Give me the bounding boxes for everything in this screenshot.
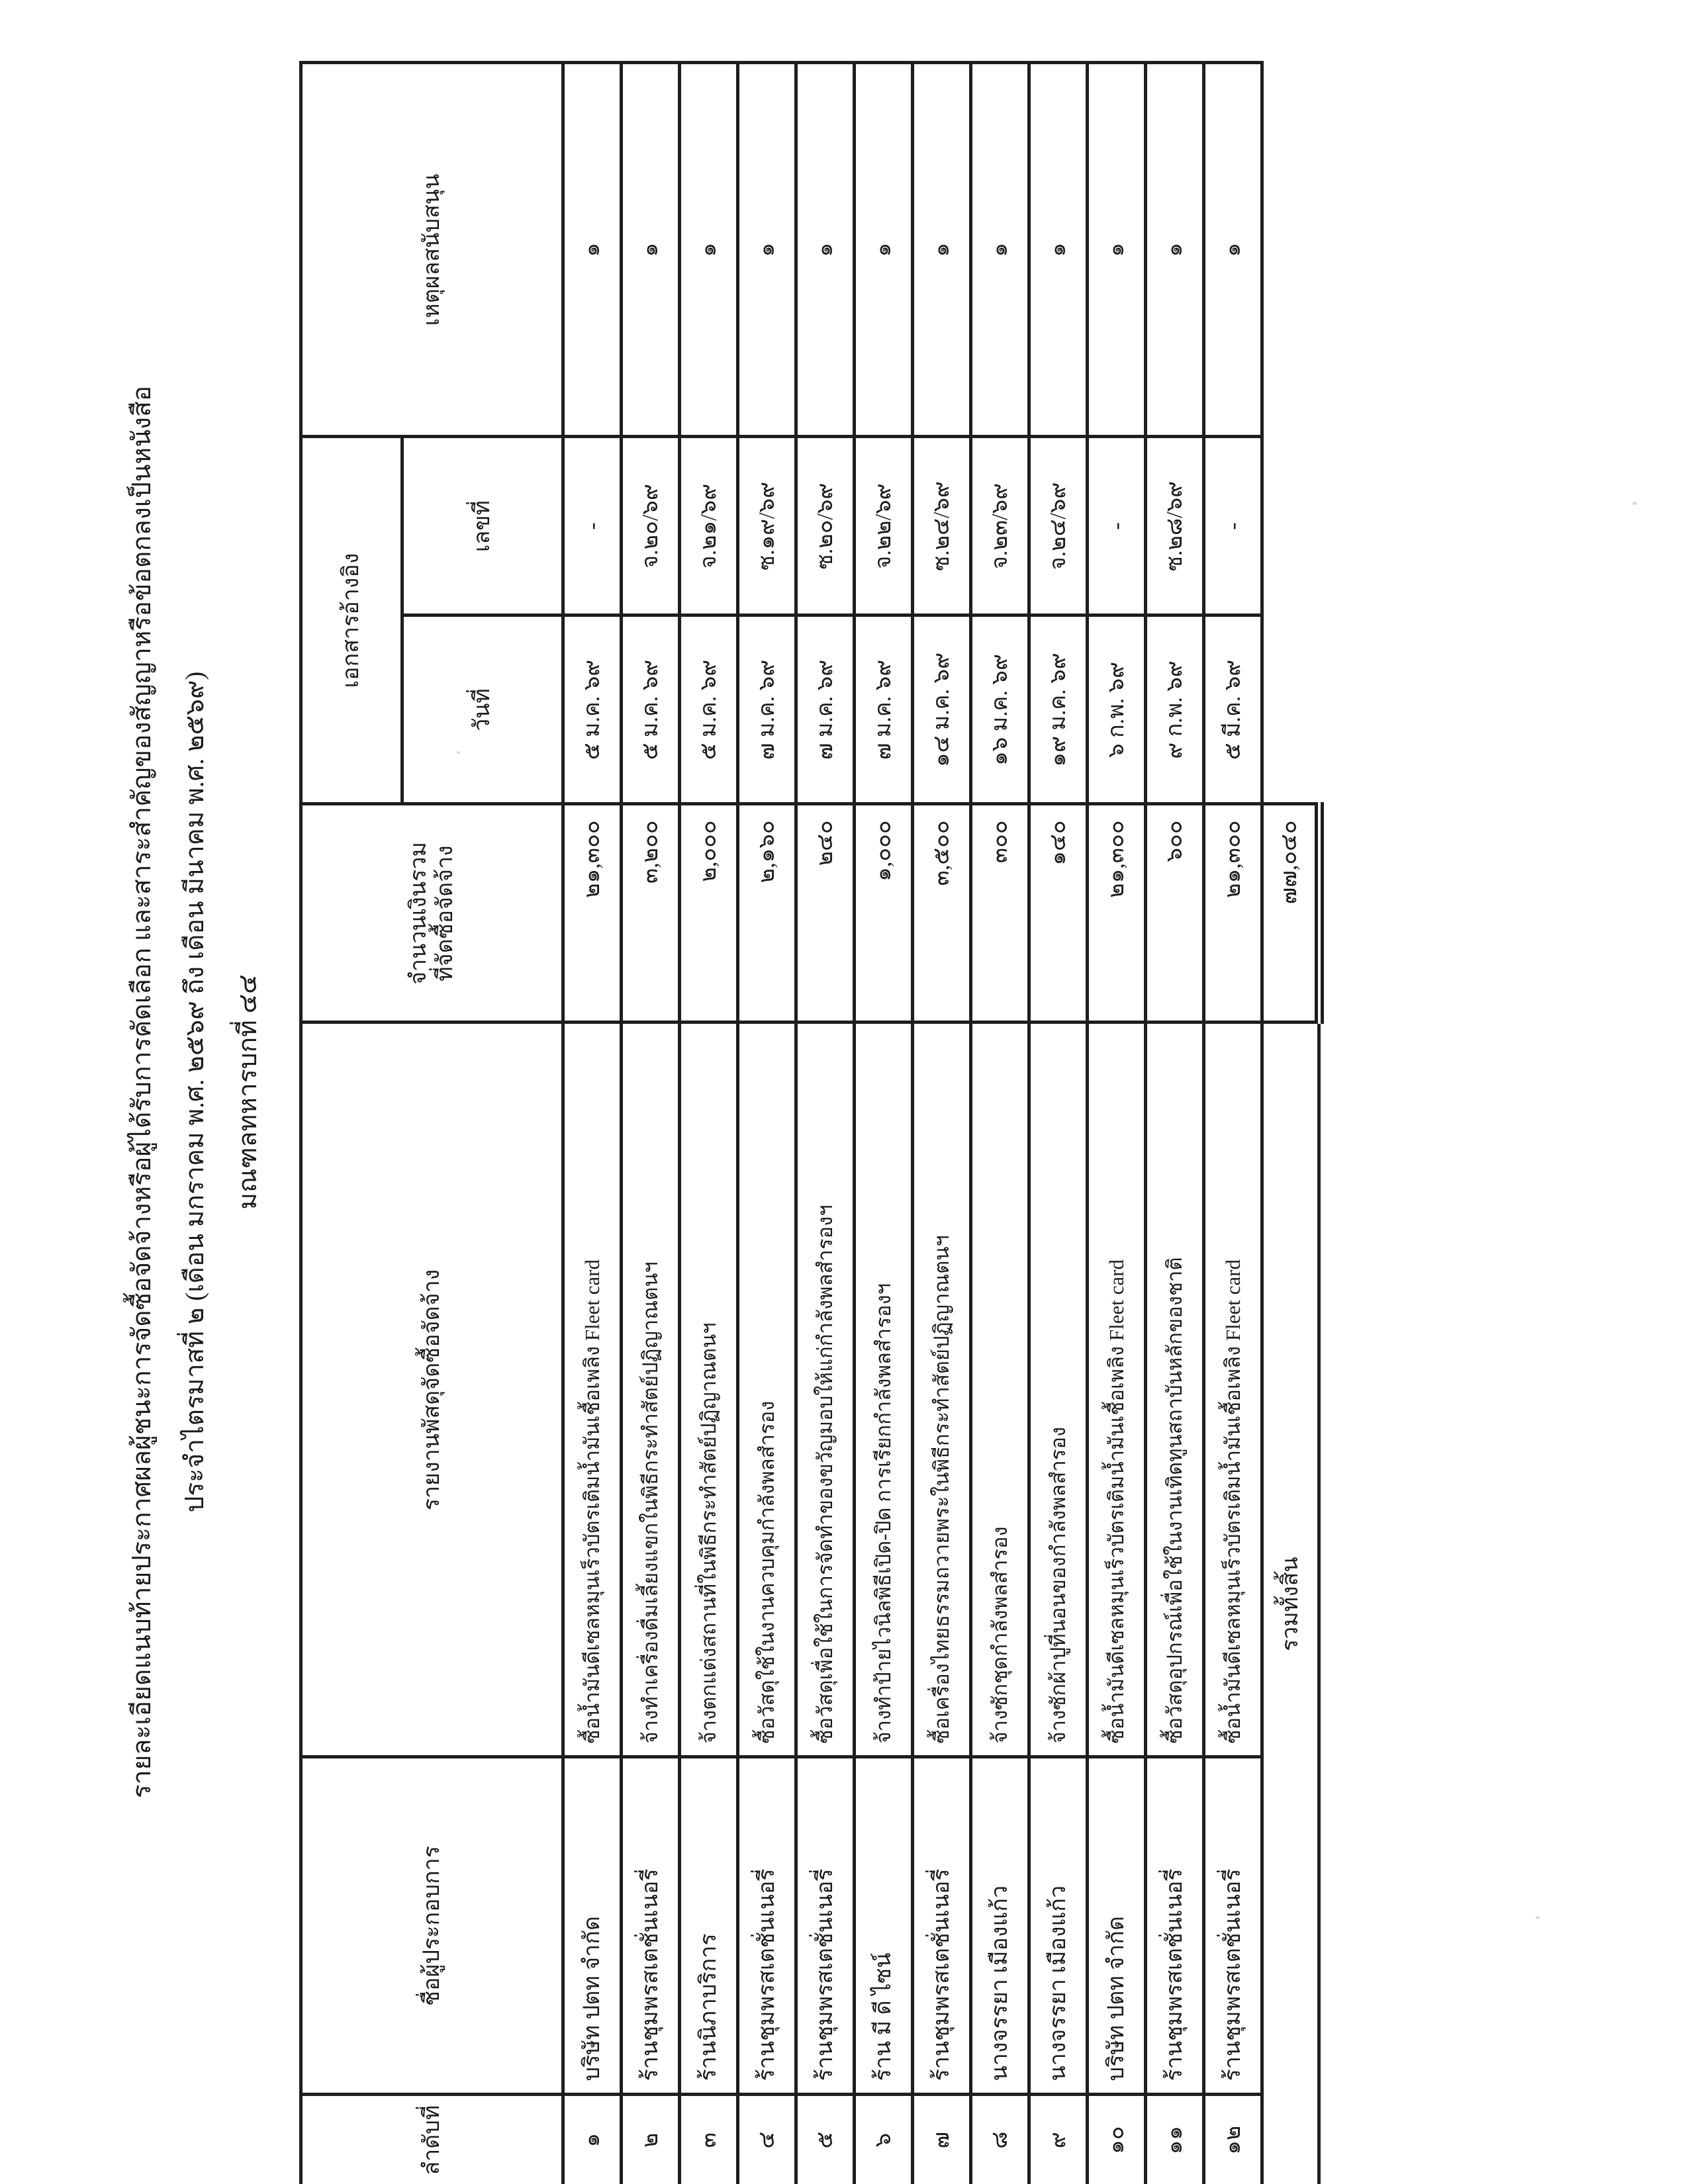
table-row <box>971 63 1029 2184</box>
cell-amount: ๑,๐๐๐ <box>855 804 913 1023</box>
cell-docno: - <box>1088 437 1146 615</box>
header-no: ลำดับที่ <box>301 2095 563 2184</box>
cell-item: จ้างซักชุดกำลังพลสำรอง <box>971 1023 1029 1757</box>
cell-amount: ๓๐๐ <box>971 804 1029 1023</box>
cell-no: ๓ <box>680 2095 738 2184</box>
procurement-table <box>299 62 1324 2184</box>
cell-amount: ๒,๐๐๐ <box>680 804 738 1023</box>
header-item: รายงานพัสดุจัดซื้อจัดจ้าง <box>301 1023 563 1757</box>
cell-item: ซื้อวัสดุเพื่อใช้ในการจัดทำของขวัญมอบให้แก่กำลังพลสำรองฯ <box>796 1023 855 1757</box>
cell-reason: ๑ <box>738 63 796 437</box>
table-row <box>855 63 913 2184</box>
cell-amount: ๒,๑๖๐ <box>738 804 796 1023</box>
cell-no: ๒ <box>622 2095 680 2184</box>
cell-amount: ๑๔๐ <box>1029 804 1088 1023</box>
empty-area <box>1262 437 1319 615</box>
cell-reason: ๑ <box>1204 63 1262 437</box>
total-row <box>1262 63 1319 2184</box>
procurement-table-wrap <box>299 62 1324 2184</box>
total-amount: ๗๗,๐๔๐ <box>1262 804 1319 1023</box>
cell-item: ซื้อน้ำมันดีเซลหมุนเร็วบัตรเติมน้ำมันเชื้อเพลิง Fleet card <box>1204 1023 1262 1757</box>
cell-reason: ๑ <box>680 63 738 437</box>
table-row <box>913 63 971 2184</box>
header-ref-date: วันที่ <box>402 615 563 804</box>
cell-docno: จ.๒๐/๖๙ <box>622 437 680 615</box>
cell-reason: ๑ <box>971 63 1029 437</box>
cell-amount: ๒๑,๓๐๐ <box>1204 804 1262 1023</box>
header-reference: เอกสารอ้างอิง <box>301 437 402 804</box>
table-row <box>622 63 680 2184</box>
cell-no: ๙ <box>1029 2095 1088 2184</box>
cell-docno: ซ.๒๐/๖๙ <box>796 437 855 615</box>
cell-item: จ้างตกแต่งสถานที่ในพิธีกระทำสัตย์ปฏิญาณตนฯ <box>680 1023 738 1757</box>
document-title-line2: ประจำไตรมาสที่ ๒ (เดือน มกราคม พ.ศ. ๒๕๖๙ ถึง เดือน มีนาคม พ.ศ. ๒๕๖๙) <box>181 671 209 1513</box>
cell-date: ๑๔ ม.ค. ๖๙ <box>913 615 971 804</box>
header-vendor: ชื่อผู้ประกอบการ <box>301 1757 563 2095</box>
cell-item: ซื้อวัสดุอุปกรณ์เพื่อใช้ในงานเทิดทูนสถาบันหลักของชาติ <box>1146 1023 1204 1757</box>
cell-no: ๖ <box>855 2095 913 2184</box>
cell-date: ๙ ก.พ. ๖๙ <box>1146 615 1204 804</box>
cell-reason: ๑ <box>563 63 622 437</box>
cell-vendor: ร้านชุมพรสเตชั่นเนอรี่ <box>913 1757 971 2095</box>
cell-vendor: ร้านชุมพรสเตชั่นเนอรี่ <box>1204 1757 1262 2095</box>
cell-vendor: ร้านชุมพรสเตชั่นเนอรี่ <box>738 1757 796 2095</box>
cell-date: ๗ ม.ค. ๖๙ <box>796 615 855 804</box>
table-row <box>680 63 738 2184</box>
header-amount-line1: จำนวนเงินรวม <box>406 842 432 985</box>
cell-no: ๔ <box>738 2095 796 2184</box>
cell-vendor: บริษัท ปตท จำกัด <box>563 1757 622 2095</box>
table-row <box>796 63 855 2184</box>
document-title-block <box>116 0 275 2184</box>
cell-reason: ๑ <box>1088 63 1146 437</box>
cell-docno: ซ.๒๔/๖๙ <box>913 437 971 615</box>
cell-no: ๘ <box>971 2095 1029 2184</box>
table-row <box>1029 63 1088 2184</box>
empty-area <box>1262 63 1319 437</box>
cell-reason: ๑ <box>913 63 971 437</box>
cell-date: ๕ ม.ค. ๖๙ <box>680 615 738 804</box>
cell-vendor: ร้านชุมพรสเตชั่นเนอรี่ <box>1146 1757 1204 2095</box>
cell-item: จ้างทำป้ายไวนิลพิธีเปิด-ปิด การเรียกกำลังพลสำรองฯ <box>855 1023 913 1757</box>
scan-speck <box>457 751 460 754</box>
total-label: รวมทั้งสิ้น <box>1262 1023 1319 2184</box>
header-ref-no: เลขที่ <box>402 437 563 615</box>
cell-date: ๕ ม.ค. ๖๙ <box>622 615 680 804</box>
cell-docno: จ.๒๓/๖๙ <box>971 437 1029 615</box>
cell-reason: ๑ <box>1146 63 1204 437</box>
cell-vendor: ร้านนิภาบริการ <box>680 1757 738 2095</box>
cell-vendor: บริษัท ปตท จำกัด <box>1088 1757 1146 2095</box>
cell-docno: - <box>563 437 622 615</box>
cell-vendor: ร้าน มี ดี ไซน์ <box>855 1757 913 2095</box>
cell-docno: ซ.๒๘/๖๙ <box>1146 437 1204 615</box>
cell-amount: ๒๔๐ <box>796 804 855 1023</box>
cell-no: ๕ <box>796 2095 855 2184</box>
cell-date: ๗ ม.ค. ๖๙ <box>855 615 913 804</box>
document-title-line3: มณฑลทหารบกที่ ๔๔ <box>234 974 262 1210</box>
document-title-line1: รายละเอียดแนบท้ายประกาศผลผู้ชนะการจัดซื้อจัดจ้างหรือผู้ได้รับการคัดเลือก และสาระสำคัญของสัญญาหรือข้อตกลงเป็นหนังสือ <box>128 385 156 1799</box>
scan-speck <box>1536 1916 1540 1919</box>
cell-vendor: นางจรรยา เมืองแก้ว <box>1029 1757 1088 2095</box>
cell-no: ๑ <box>563 2095 622 2184</box>
cell-item: ซื้อวัสดุใช้ในงานควบคุมกำลังพลสำรอง <box>738 1023 796 1757</box>
cell-amount: ๖๐๐ <box>1146 804 1204 1023</box>
table-row <box>738 63 796 2184</box>
cell-item: จ้างทำเครื่องดื่มเลี้ยงแขกในพิธีกระทำสัตย์ปฏิญาณตนฯ <box>622 1023 680 1757</box>
table-row <box>1204 63 1262 2184</box>
header-reason: เหตุผลสนับสนุน <box>301 63 563 437</box>
cell-vendor: ร้านชุมพรสเตชั่นเนอรี่ <box>622 1757 680 2095</box>
cell-no: ๑๐ <box>1088 2095 1146 2184</box>
cell-amount: ๓,๕๐๐ <box>913 804 971 1023</box>
cell-no: ๑๒ <box>1204 2095 1262 2184</box>
scan-speck <box>1632 502 1637 505</box>
header-amount-line2: ที่จัดซื้อจัดจ้าง <box>432 845 457 981</box>
cell-reason: ๑ <box>855 63 913 437</box>
cell-reason: ๑ <box>796 63 855 437</box>
cell-reason: ๑ <box>622 63 680 437</box>
cell-date: ๗ ม.ค. ๖๙ <box>738 615 796 804</box>
table-row <box>563 63 622 2184</box>
cell-date: ๑๖ ม.ค. ๖๙ <box>971 615 1029 804</box>
cell-docno: - <box>1204 437 1262 615</box>
cell-docno: จ.๒๒/๖๙ <box>855 437 913 615</box>
cell-docno: ซ.๑๙/๖๙ <box>738 437 796 615</box>
cell-amount: ๓,๒๐๐ <box>622 804 680 1023</box>
cell-no: ๗ <box>913 2095 971 2184</box>
cell-docno: จ.๒๑/๖๙ <box>680 437 738 615</box>
cell-item: ซื้อน้ำมันดีเซลหมุนเร็วบัตรเติมน้ำมันเชื้อเพลิง Fleet card <box>1088 1023 1146 1757</box>
cell-vendor: ร้านชุมพรสเตชั่นเนอรี่ <box>796 1757 855 2095</box>
cell-docno: จ.๒๔/๖๙ <box>1029 437 1088 615</box>
cell-no: ๑๑ <box>1146 2095 1204 2184</box>
cell-date: ๖ ก.พ. ๖๙ <box>1088 615 1146 804</box>
cell-item: ซื้อเครื่องไทยธรรมถวายพระในพิธีกระทำสัตย์ปฏิญาณตนฯ <box>913 1023 971 1757</box>
cell-item: ซื้อน้ำมันดีเซลหมุนเร็วบัตรเติมน้ำมันเชื้อเพลิง Fleet card <box>563 1023 622 1757</box>
cell-item: จ้างซักผ้าปูที่นอนของกำลังพลสำรอง <box>1029 1023 1088 1757</box>
cell-date: ๑๙ ม.ค. ๖๙ <box>1029 615 1088 804</box>
table-row <box>1088 63 1146 2184</box>
cell-vendor: นางจรรยา เมืองแก้ว <box>971 1757 1029 2095</box>
cell-reason: ๑ <box>1029 63 1088 437</box>
cell-amount: ๒๑,๓๐๐ <box>563 804 622 1023</box>
cell-amount: ๒๑,๓๐๐ <box>1088 804 1146 1023</box>
table-row <box>1146 63 1204 2184</box>
cell-date: ๕ มี.ค. ๖๙ <box>1204 615 1262 804</box>
header-amount <box>301 804 563 1023</box>
cell-date: ๕ ม.ค. ๖๙ <box>563 615 622 804</box>
empty-area <box>1262 615 1319 804</box>
